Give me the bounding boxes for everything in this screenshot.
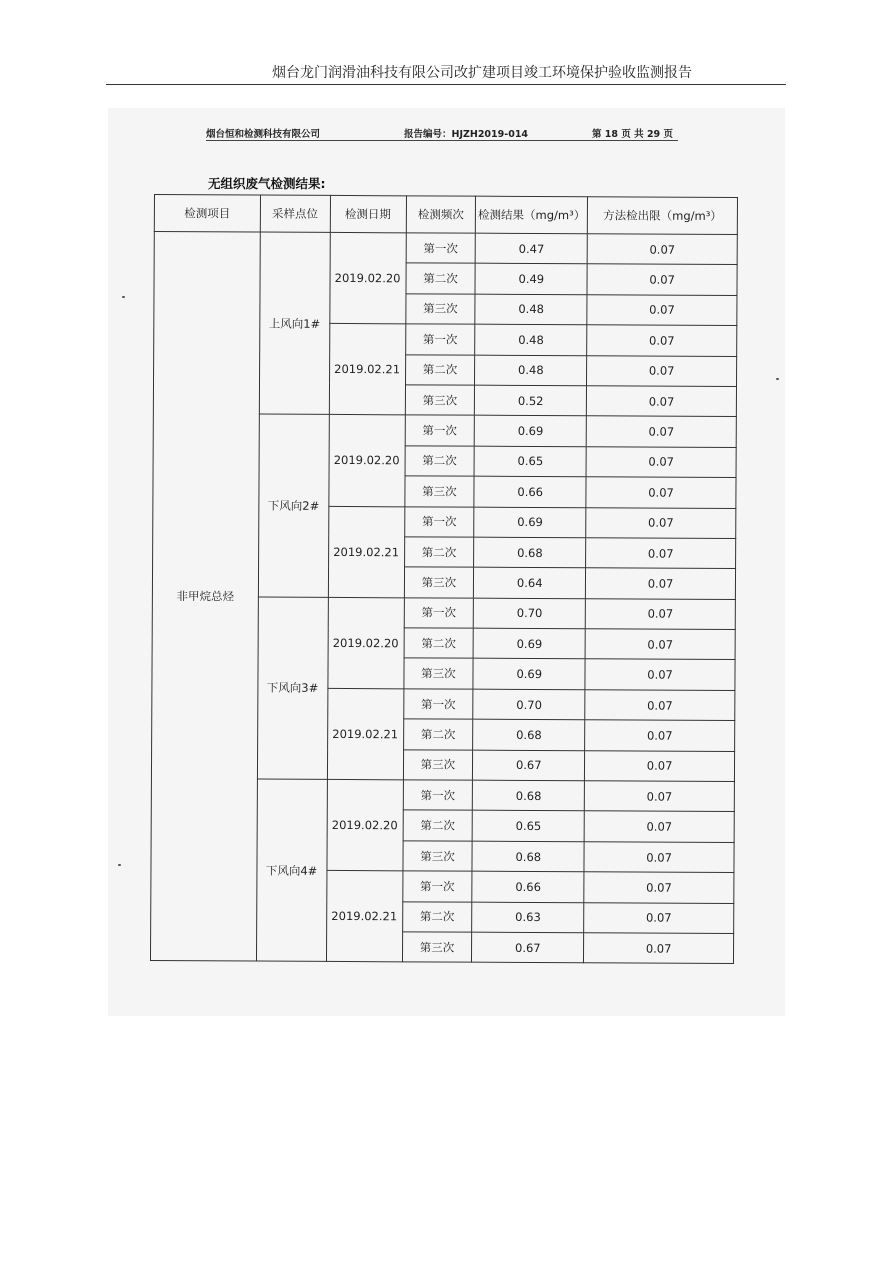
limit-cell: 0.07 [586, 538, 736, 569]
limit-cell: 0.07 [584, 872, 734, 903]
point-cell: 下风向3# [257, 597, 328, 780]
date-cell: 2019.02.21 [328, 506, 404, 598]
result-cell: 0.70 [473, 689, 585, 720]
result-cell: 0.48 [475, 294, 587, 325]
result-cell: 0.48 [475, 324, 587, 355]
limit-cell: 0.07 [587, 295, 737, 326]
table-header-row [154, 195, 737, 235]
limit-cell: 0.07 [584, 811, 734, 842]
header-result: 检测结果（mg/m³） [476, 196, 588, 234]
report-number: 报告编号：HJZH2019-014 [404, 129, 529, 140]
header-date: 检测日期 [330, 195, 406, 232]
limit-cell: 0.07 [586, 477, 736, 508]
date-cell: 2019.02.21 [326, 871, 402, 963]
result-cell: 0.68 [473, 719, 585, 750]
item-cell: 非甲烷总烃 [150, 232, 260, 962]
scanned-report-page [108, 108, 785, 1016]
result-cell: 0.52 [475, 385, 587, 416]
limit-cell: 0.07 [587, 264, 737, 295]
frequency-cell: 第一次 [405, 324, 475, 355]
frequency-cell: 第三次 [405, 294, 475, 325]
table-title: 无组织废气检测结果: [208, 176, 326, 191]
result-cell: 0.66 [474, 476, 586, 507]
frequency-cell: 第一次 [405, 415, 475, 446]
scan-speck [122, 296, 125, 298]
limit-cell: 0.07 [585, 690, 735, 721]
limit-cell: 0.07 [586, 568, 736, 599]
limit-cell: 0.07 [585, 598, 735, 629]
point-cell: 下风向4# [256, 779, 327, 962]
result-cell: 0.49 [475, 264, 587, 295]
result-cell: 0.68 [473, 780, 585, 811]
frequency-cell: 第二次 [403, 810, 473, 841]
frequency-cell: 第一次 [402, 871, 472, 902]
result-cell: 0.63 [472, 902, 584, 933]
limit-cell: 0.07 [585, 750, 735, 781]
date-cell: 2019.02.20 [327, 779, 403, 871]
frequency-cell: 第二次 [402, 901, 472, 932]
date-cell: 2019.02.20 [327, 597, 403, 689]
frequency-cell: 第一次 [404, 506, 474, 537]
scan-speck [776, 378, 779, 380]
limit-cell: 0.07 [585, 629, 735, 660]
header-limit: 方法检出限（mg/m³） [588, 197, 738, 235]
date-cell: 2019.02.20 [328, 415, 404, 507]
result-cell: 0.64 [474, 567, 586, 598]
page-header-title: 烟台龙门润滑油科技有限公司改扩建项目竣工环境保护验收监测报告 [272, 65, 692, 81]
result-cell: 0.68 [474, 537, 586, 568]
frequency-cell: 第二次 [406, 263, 476, 294]
point-cell: 下风向2# [258, 414, 329, 597]
frequency-cell: 第三次 [403, 658, 473, 689]
result-cell: 0.68 [472, 841, 584, 872]
frequency-cell: 第二次 [405, 446, 475, 477]
frequency-cell: 第三次 [402, 841, 472, 872]
result-cell: 0.69 [473, 628, 585, 659]
table-row [154, 232, 737, 265]
header-frequency: 检测频次 [406, 196, 476, 233]
frequency-cell: 第二次 [404, 628, 474, 659]
result-cell: 0.69 [475, 416, 587, 447]
frequency-cell: 第三次 [404, 567, 474, 598]
result-cell: 0.66 [472, 871, 584, 902]
company-name: 烟台恒和检测科技有限公司 [206, 129, 321, 140]
date-cell: 2019.02.21 [327, 688, 403, 780]
limit-cell: 0.07 [584, 842, 734, 873]
limit-cell: 0.07 [586, 447, 736, 478]
result-cell: 0.69 [473, 659, 585, 690]
limit-cell: 0.07 [584, 781, 734, 812]
limit-cell: 0.07 [587, 234, 737, 265]
frequency-cell: 第一次 [403, 780, 473, 811]
result-cell: 0.67 [472, 932, 584, 963]
result-cell: 0.48 [475, 355, 587, 386]
frequency-cell: 第一次 [404, 598, 474, 629]
header-point: 采样点位 [260, 195, 330, 232]
frequency-cell: 第二次 [403, 719, 473, 750]
limit-cell: 0.07 [586, 416, 736, 447]
header-item: 检测项目 [154, 195, 260, 233]
frequency-cell: 第三次 [404, 476, 474, 507]
scan-header [206, 124, 678, 141]
frequency-cell: 第三次 [403, 749, 473, 780]
point-cell: 上风向1# [259, 232, 330, 415]
result-cell: 0.47 [475, 233, 587, 264]
frequency-cell: 第二次 [405, 354, 475, 385]
scan-speck [118, 864, 121, 866]
limit-cell: 0.07 [587, 386, 737, 417]
limit-cell: 0.07 [585, 659, 735, 690]
limit-cell: 0.07 [584, 902, 734, 933]
frequency-cell: 第三次 [402, 932, 472, 963]
page-header [106, 62, 786, 85]
limit-cell: 0.07 [587, 325, 737, 356]
limit-cell: 0.07 [587, 355, 737, 386]
table-body [150, 232, 737, 964]
result-cell: 0.70 [474, 598, 586, 629]
date-cell: 2019.02.21 [329, 324, 405, 416]
frequency-cell: 第三次 [405, 385, 475, 416]
limit-cell: 0.07 [585, 720, 735, 751]
date-cell: 2019.02.20 [329, 232, 405, 324]
limit-cell: 0.07 [584, 933, 734, 964]
frequency-cell: 第一次 [403, 689, 473, 720]
result-cell: 0.65 [472, 811, 584, 842]
frequency-cell: 第一次 [406, 233, 476, 264]
page-info: 第 18 页 共 29 页 [592, 129, 673, 140]
results-table [150, 194, 738, 964]
result-cell: 0.69 [474, 507, 586, 538]
result-cell: 0.65 [474, 446, 586, 477]
frequency-cell: 第二次 [404, 537, 474, 568]
limit-cell: 0.07 [586, 507, 736, 538]
result-cell: 0.67 [473, 750, 585, 781]
